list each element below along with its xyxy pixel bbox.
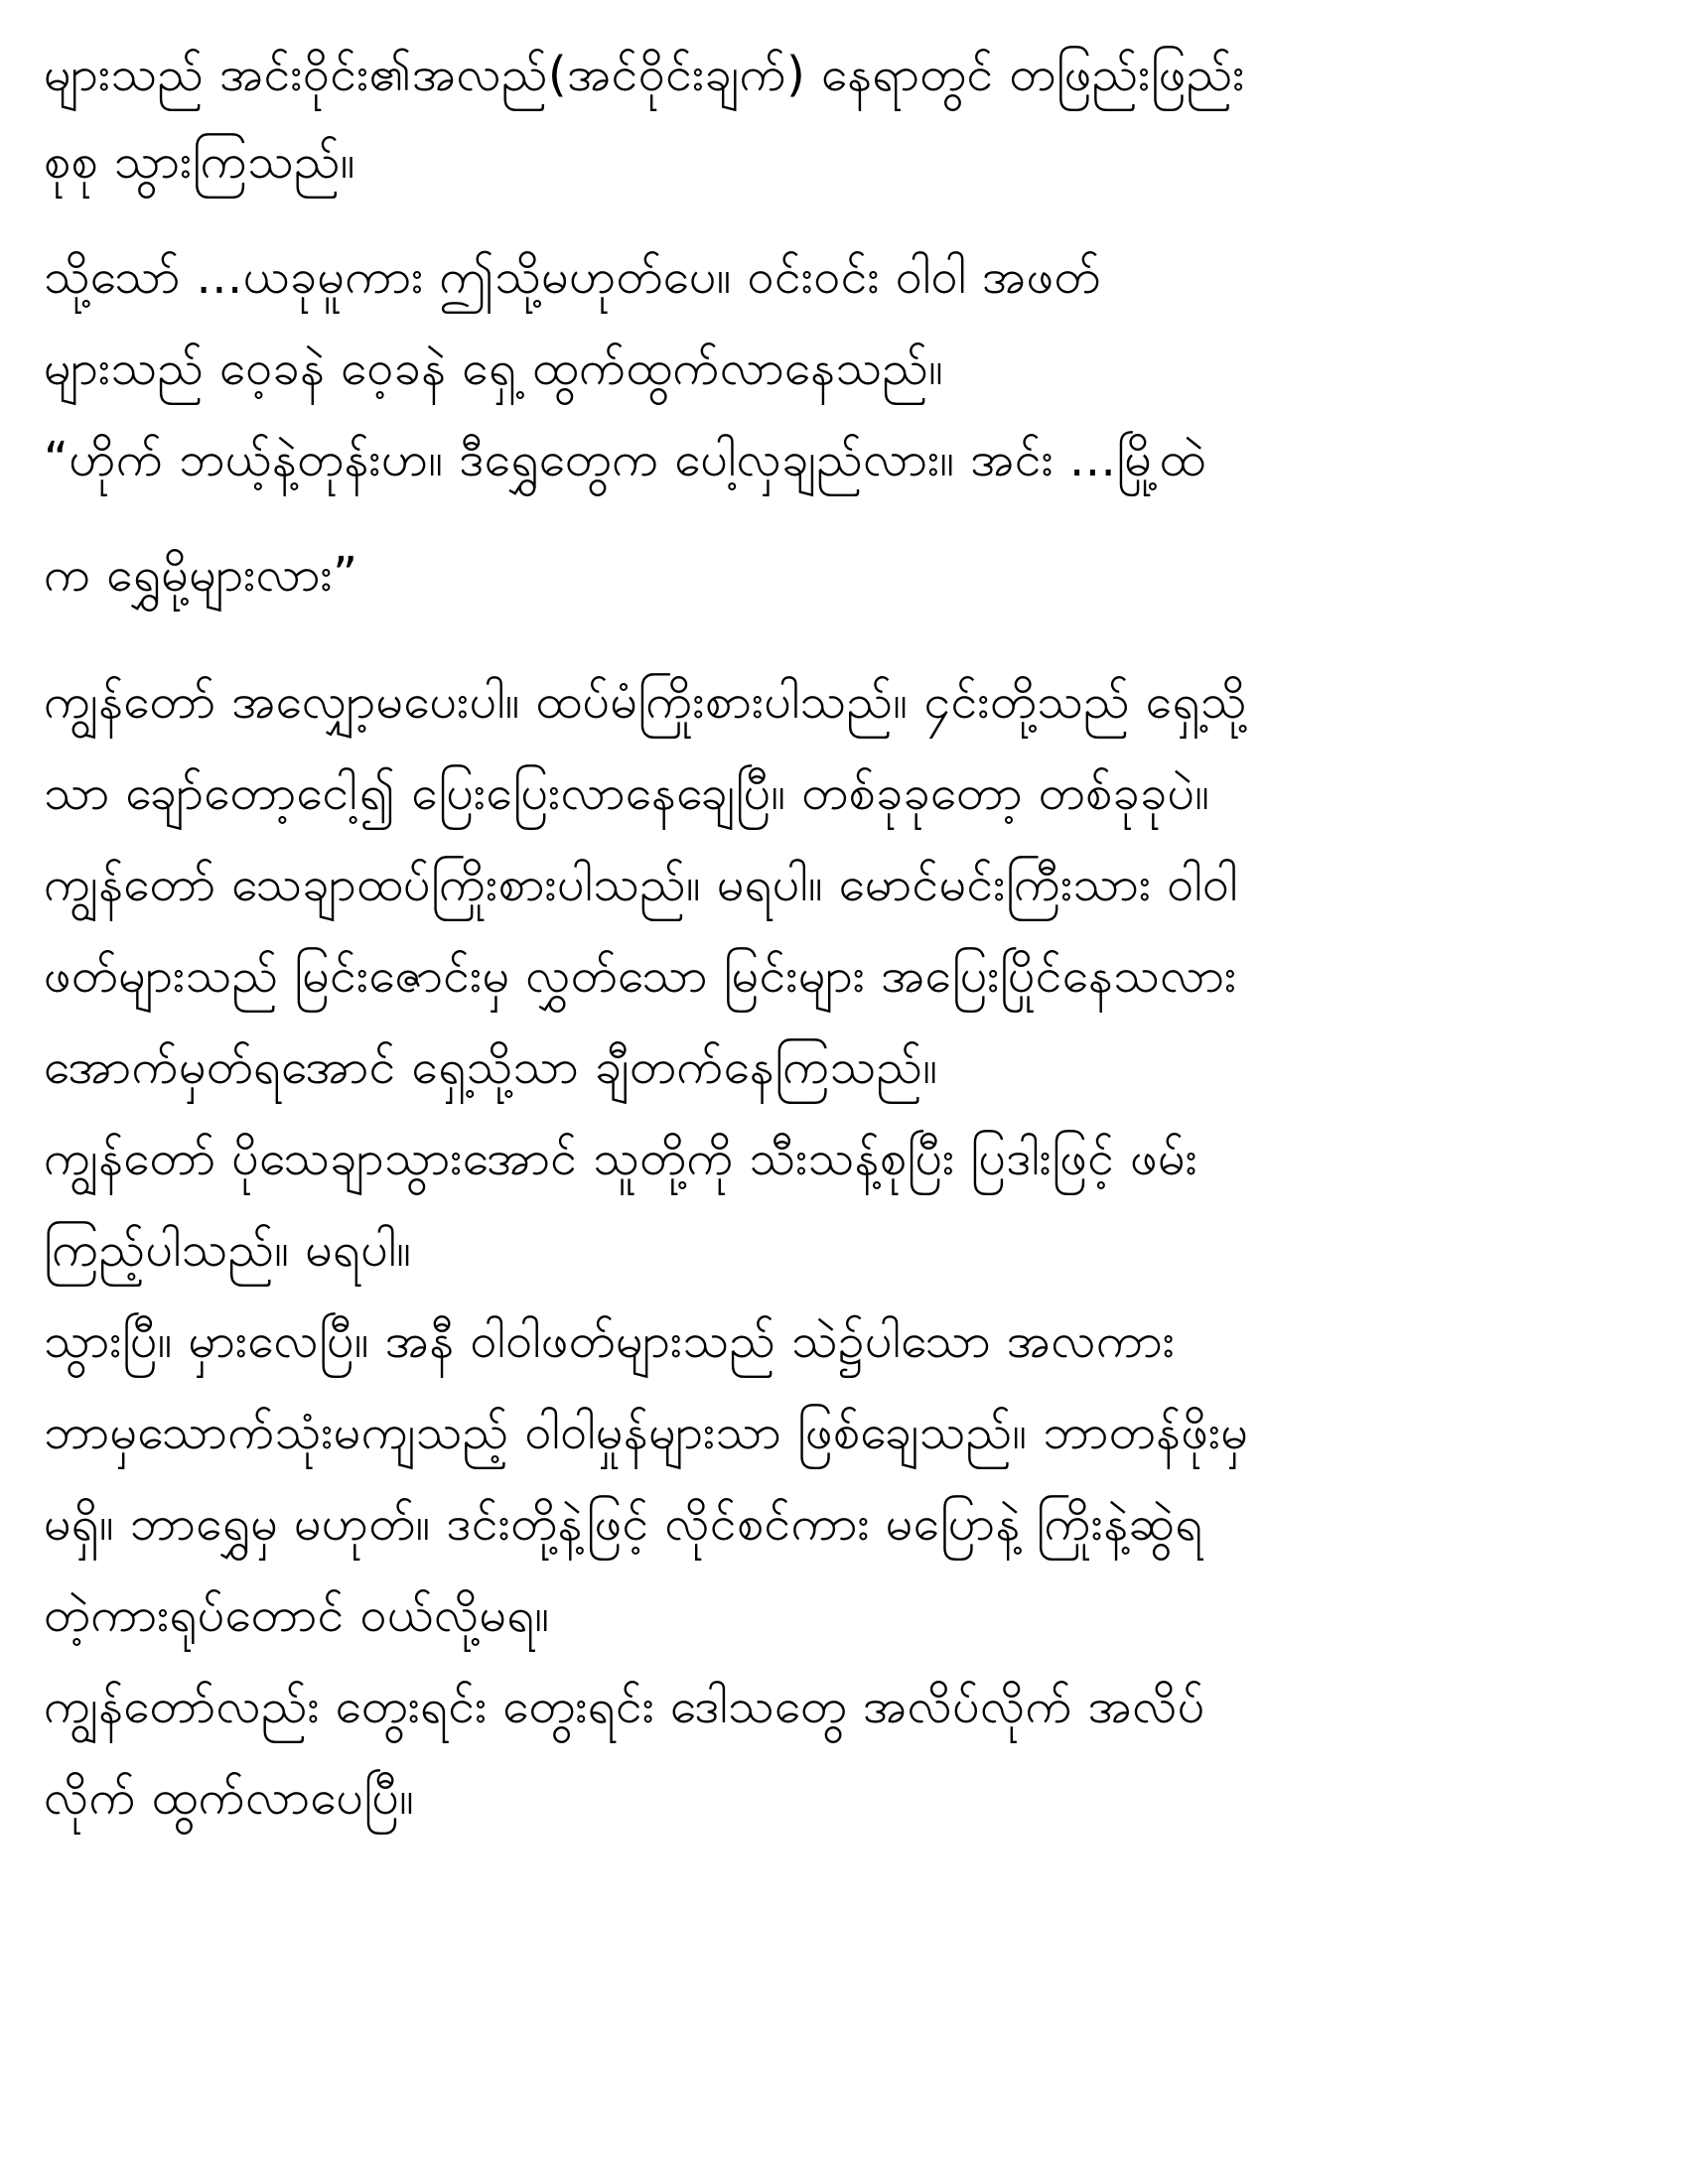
text-line: လိုက် ထွက်လာပေပြီ။ [44, 1770, 415, 1826]
text-line: တဲ့ကားရုပ်တောင် ဝယ်လို့မရ။ [44, 1587, 550, 1643]
text-line: များသည် အင်းဝိုင်း၏အလည်(အင်ဝိုင်းချက်) နေရာတွင် တဖြည်းဖြည်း [44, 47, 1245, 102]
text-line: က ရွှေမို့များလား” [44, 547, 358, 603]
text-line: ဖတ်များသည် မြင်းဇောင်းမှ လွှတ်သော မြင်းများ အပြေးပြိုင်နေသလား [44, 948, 1237, 1004]
text-line: ကျွန်တော် ပိုသေချာသွားအောင် သူတို့ကို သီးသန့်စုပြီး ပြဒါးဖြင့် ဖမ်း [44, 1131, 1198, 1186]
text-line: စုစု သွားကြသည်။ [44, 134, 355, 190]
text-line: “ဟိုက် ဘယ့်နဲ့တုန်းဟ။ ဒီရွှေတွေက ပေါ့လှချည်လား။ အင်း ...မြို့ထဲ [44, 432, 1206, 487]
text-line: ကျွန်တော် သေချာထပ်ကြိုးစားပါသည်။ မရပါ။ မောင်မင်းကြီးသား ဝါဝါ [44, 857, 1238, 912]
text-line: များသည် ဝေ့ခနဲ ဝေ့ခနဲ ရှေ့ ထွက်ထွက်လာနေသည်။ [44, 341, 944, 396]
document-page [44, 0, 1657, 2184]
text-line: သွားပြီ။ မှားလေပြီ။ အနီ ဝါဝါဖတ်များသည် သဲ၌ပါသော အလကား [44, 1313, 1176, 1369]
text-line: ဘာမှသောက်သုံးမကျသည့် ဝါဝါမှုန်များသာ ဖြစ်ချေသည်။ ဘာတန်ဖိုးမှ [44, 1405, 1249, 1460]
text-line: သာ ချော်တော့ငေါ့၍ ပြေးပြေးလာနေချေပြီ။ တစ်ခုခုတော့ တစ်ခုခုပဲ။ [44, 765, 1210, 821]
text-line: ကြည့်ပါသည်။ မရပါ။ [44, 1222, 412, 1278]
text-line: ကျွန်တော်လည်း တွေးရင်း တွေးရင်း ဒေါသတွေ အလိပ်လိုက် အလိပ် [44, 1679, 1205, 1734]
text-line: မရှိ။ ဘာရွှေမှ မဟုတ်။ ဒင်းတို့နဲ့ဖြင့် လိုင်စင်ကား မပြောနဲ့ ကြိုးနဲ့ဆွဲရ [44, 1496, 1203, 1552]
text-line: ကျွန်တော် အလျှော့မပေးပါ။ ထပ်မံကြိုးစားပါသည်။ ၄င်းတို့သည် ရှေ့သို့ [44, 674, 1247, 730]
text-line: သို့သော် ...ယခုမူကား ဤသို့မဟုတ်ပေ။ ဝင်းဝင်း ဝါဝါ အဖတ် [44, 249, 1101, 305]
text-line: အောက်မှတ်ရအောင် ရှေ့သို့သာ ချီတက်နေကြသည်။ [44, 1039, 938, 1095]
